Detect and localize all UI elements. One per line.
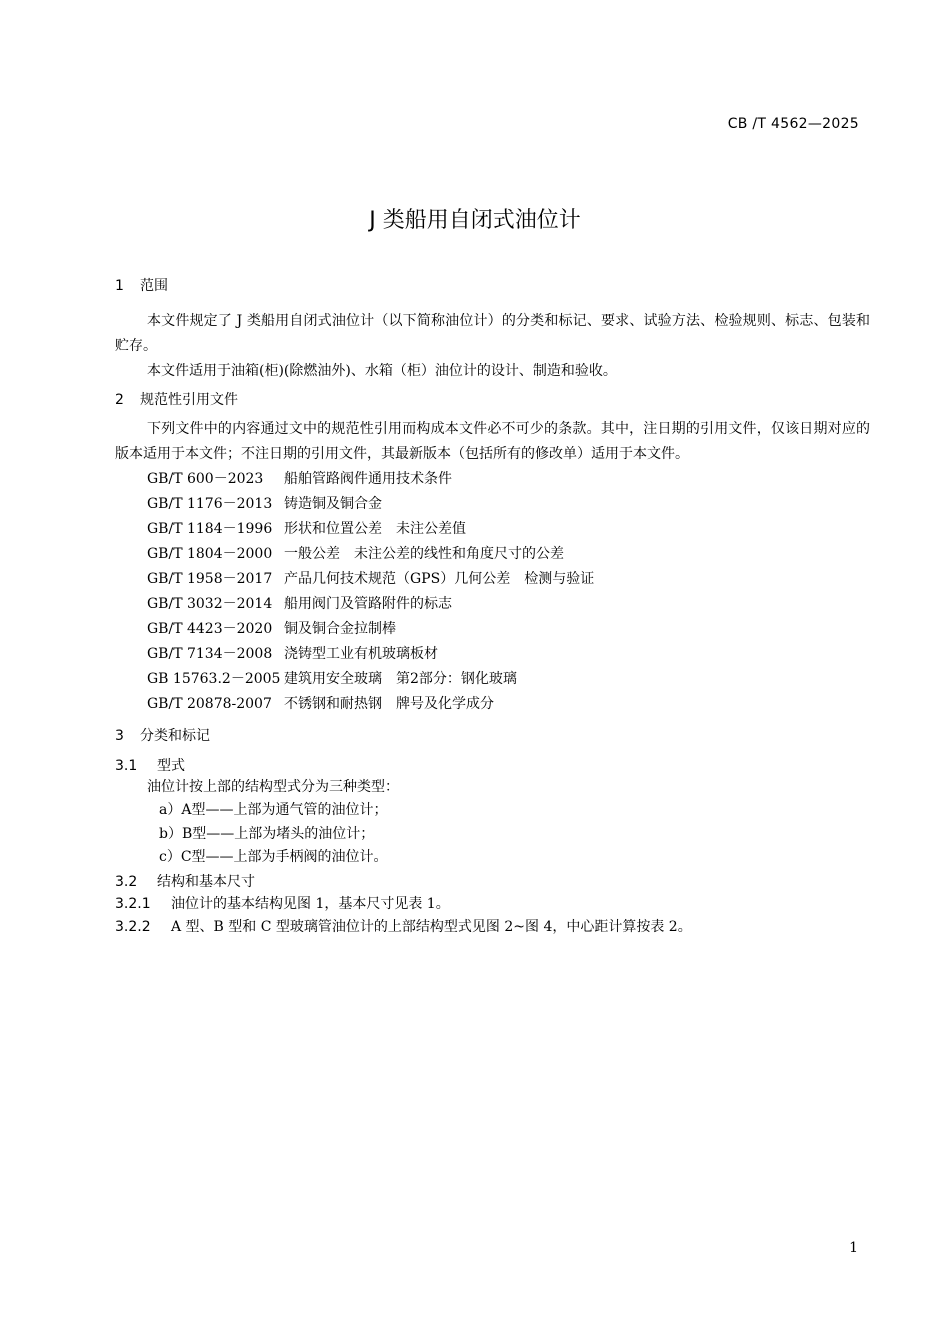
reference-code: GB/T 600－2023 — [147, 471, 264, 487]
reference-item — [115, 542, 870, 567]
list-item: b）B型——上部为堵头的油位计； — [159, 825, 375, 842]
clause-number: 3.2.2 — [115, 918, 151, 935]
reference-item — [115, 592, 870, 617]
reference-code: GB 15763.2－2005 — [147, 671, 281, 687]
section-title: 范围 — [140, 278, 168, 294]
reference-code: GB/T 1958－2017 — [147, 571, 273, 587]
reference-title: 一般公差 未注公差的线性和角度尺寸的公差 — [284, 546, 564, 562]
document-code: CB /T 4562—2025 — [727, 116, 859, 132]
reference-item — [115, 492, 870, 517]
reference-item — [115, 617, 870, 642]
page-number: 1 — [849, 1240, 858, 1256]
clause-text: A 型、B 型和 C 型玻璃管油位计的上部结构型式见图 2~图 4，中心距计算按表 2。 — [171, 918, 692, 935]
document-title: J 类船用自闭式油位计 — [369, 208, 581, 233]
reference-title: 不锈钢和耐热钢 牌号及化学成分 — [284, 696, 494, 712]
paragraph: 本文件规定了 J 类船用自闭式油位计（以下简称油位计）的分类和标记、要求、试验方法、检验规则、标志、包装和贮存。 — [115, 313, 870, 354]
reference-title: 铸造铜及铜合金 — [284, 496, 382, 512]
reference-title: 船用阀门及管路附件的标志 — [284, 596, 452, 612]
reference-title: 建筑用安全玻璃 第2部分：钢化玻璃 — [284, 671, 517, 687]
section-number: 1 — [115, 278, 124, 294]
reference-item — [115, 567, 870, 592]
reference-code: GB/T 20878-2007 — [147, 696, 272, 712]
subsection-number: 3.2 — [115, 873, 138, 890]
section-number: 2 — [115, 392, 124, 408]
reference-title: 产品几何技术规范（GPS）几何公差 检测与验证 — [284, 571, 595, 587]
reference-code: GB/T 4423－2020 — [147, 621, 273, 637]
reference-code: GB/T 1804－2000 — [147, 546, 273, 562]
paragraph: 油位计按上部的结构型式分为三种类型： — [147, 779, 399, 795]
subsection-title: 结构和基本尺寸 — [157, 873, 255, 890]
reference-title: 铜及铜合金拉制棒 — [284, 621, 396, 637]
subsection-number: 3.1 — [115, 758, 138, 774]
reference-code: GB/T 3032－2014 — [147, 596, 273, 612]
clause-3-2-1 — [115, 894, 870, 914]
subsection-title: 型式 — [157, 758, 185, 774]
reference-item — [115, 467, 870, 492]
reference-code: GB/T 1184－1996 — [147, 521, 273, 537]
clause-text: 油位计的基本结构见图 1，基本尺寸见表 1。 — [171, 895, 450, 912]
paragraph: 本文件适用于油箱(柜)(除燃油外)、水箱（柜）油位计的设计、制造和验收。 — [147, 363, 617, 379]
clause-number: 3.2.1 — [115, 895, 151, 912]
reference-title: 浇铸型工业有机玻璃板材 — [284, 646, 438, 662]
list-item: a）A型——上部为通气管的油位计； — [159, 802, 388, 818]
document-body — [115, 276, 870, 937]
section-1-heading — [115, 276, 870, 296]
reference-item — [115, 692, 870, 717]
reference-code: GB/T 1176－2013 — [147, 496, 273, 512]
paragraph: 下列文件中的内容通过文中的规范性引用而构成本文件必不可少的条款。其中，注日期的引用文件，仅该日期对应的版本适用于本文件；不注日期的引用文件，其最新版本（包括所有的修改单）适用于本文件。 — [115, 421, 870, 462]
subsection-3-1-heading — [115, 756, 870, 776]
reference-item — [115, 667, 870, 692]
section-2-heading — [115, 390, 870, 410]
reference-item — [115, 642, 870, 667]
reference-title: 船舶管路阀件通用技术条件 — [284, 471, 452, 487]
list-item: c）C型——上部为手柄阀的油位计。 — [159, 849, 388, 865]
section-number: 3 — [115, 728, 124, 744]
section-title: 规范性引用文件 — [140, 392, 238, 408]
clause-3-2-2 — [115, 917, 870, 937]
section-title: 分类和标记 — [140, 728, 210, 744]
reference-item — [115, 517, 870, 542]
reference-code: GB/T 7134－2008 — [147, 646, 273, 662]
section-3-heading — [115, 726, 870, 746]
reference-title: 形状和位置公差 未注公差值 — [284, 521, 466, 537]
subsection-3-2-heading — [115, 872, 870, 892]
